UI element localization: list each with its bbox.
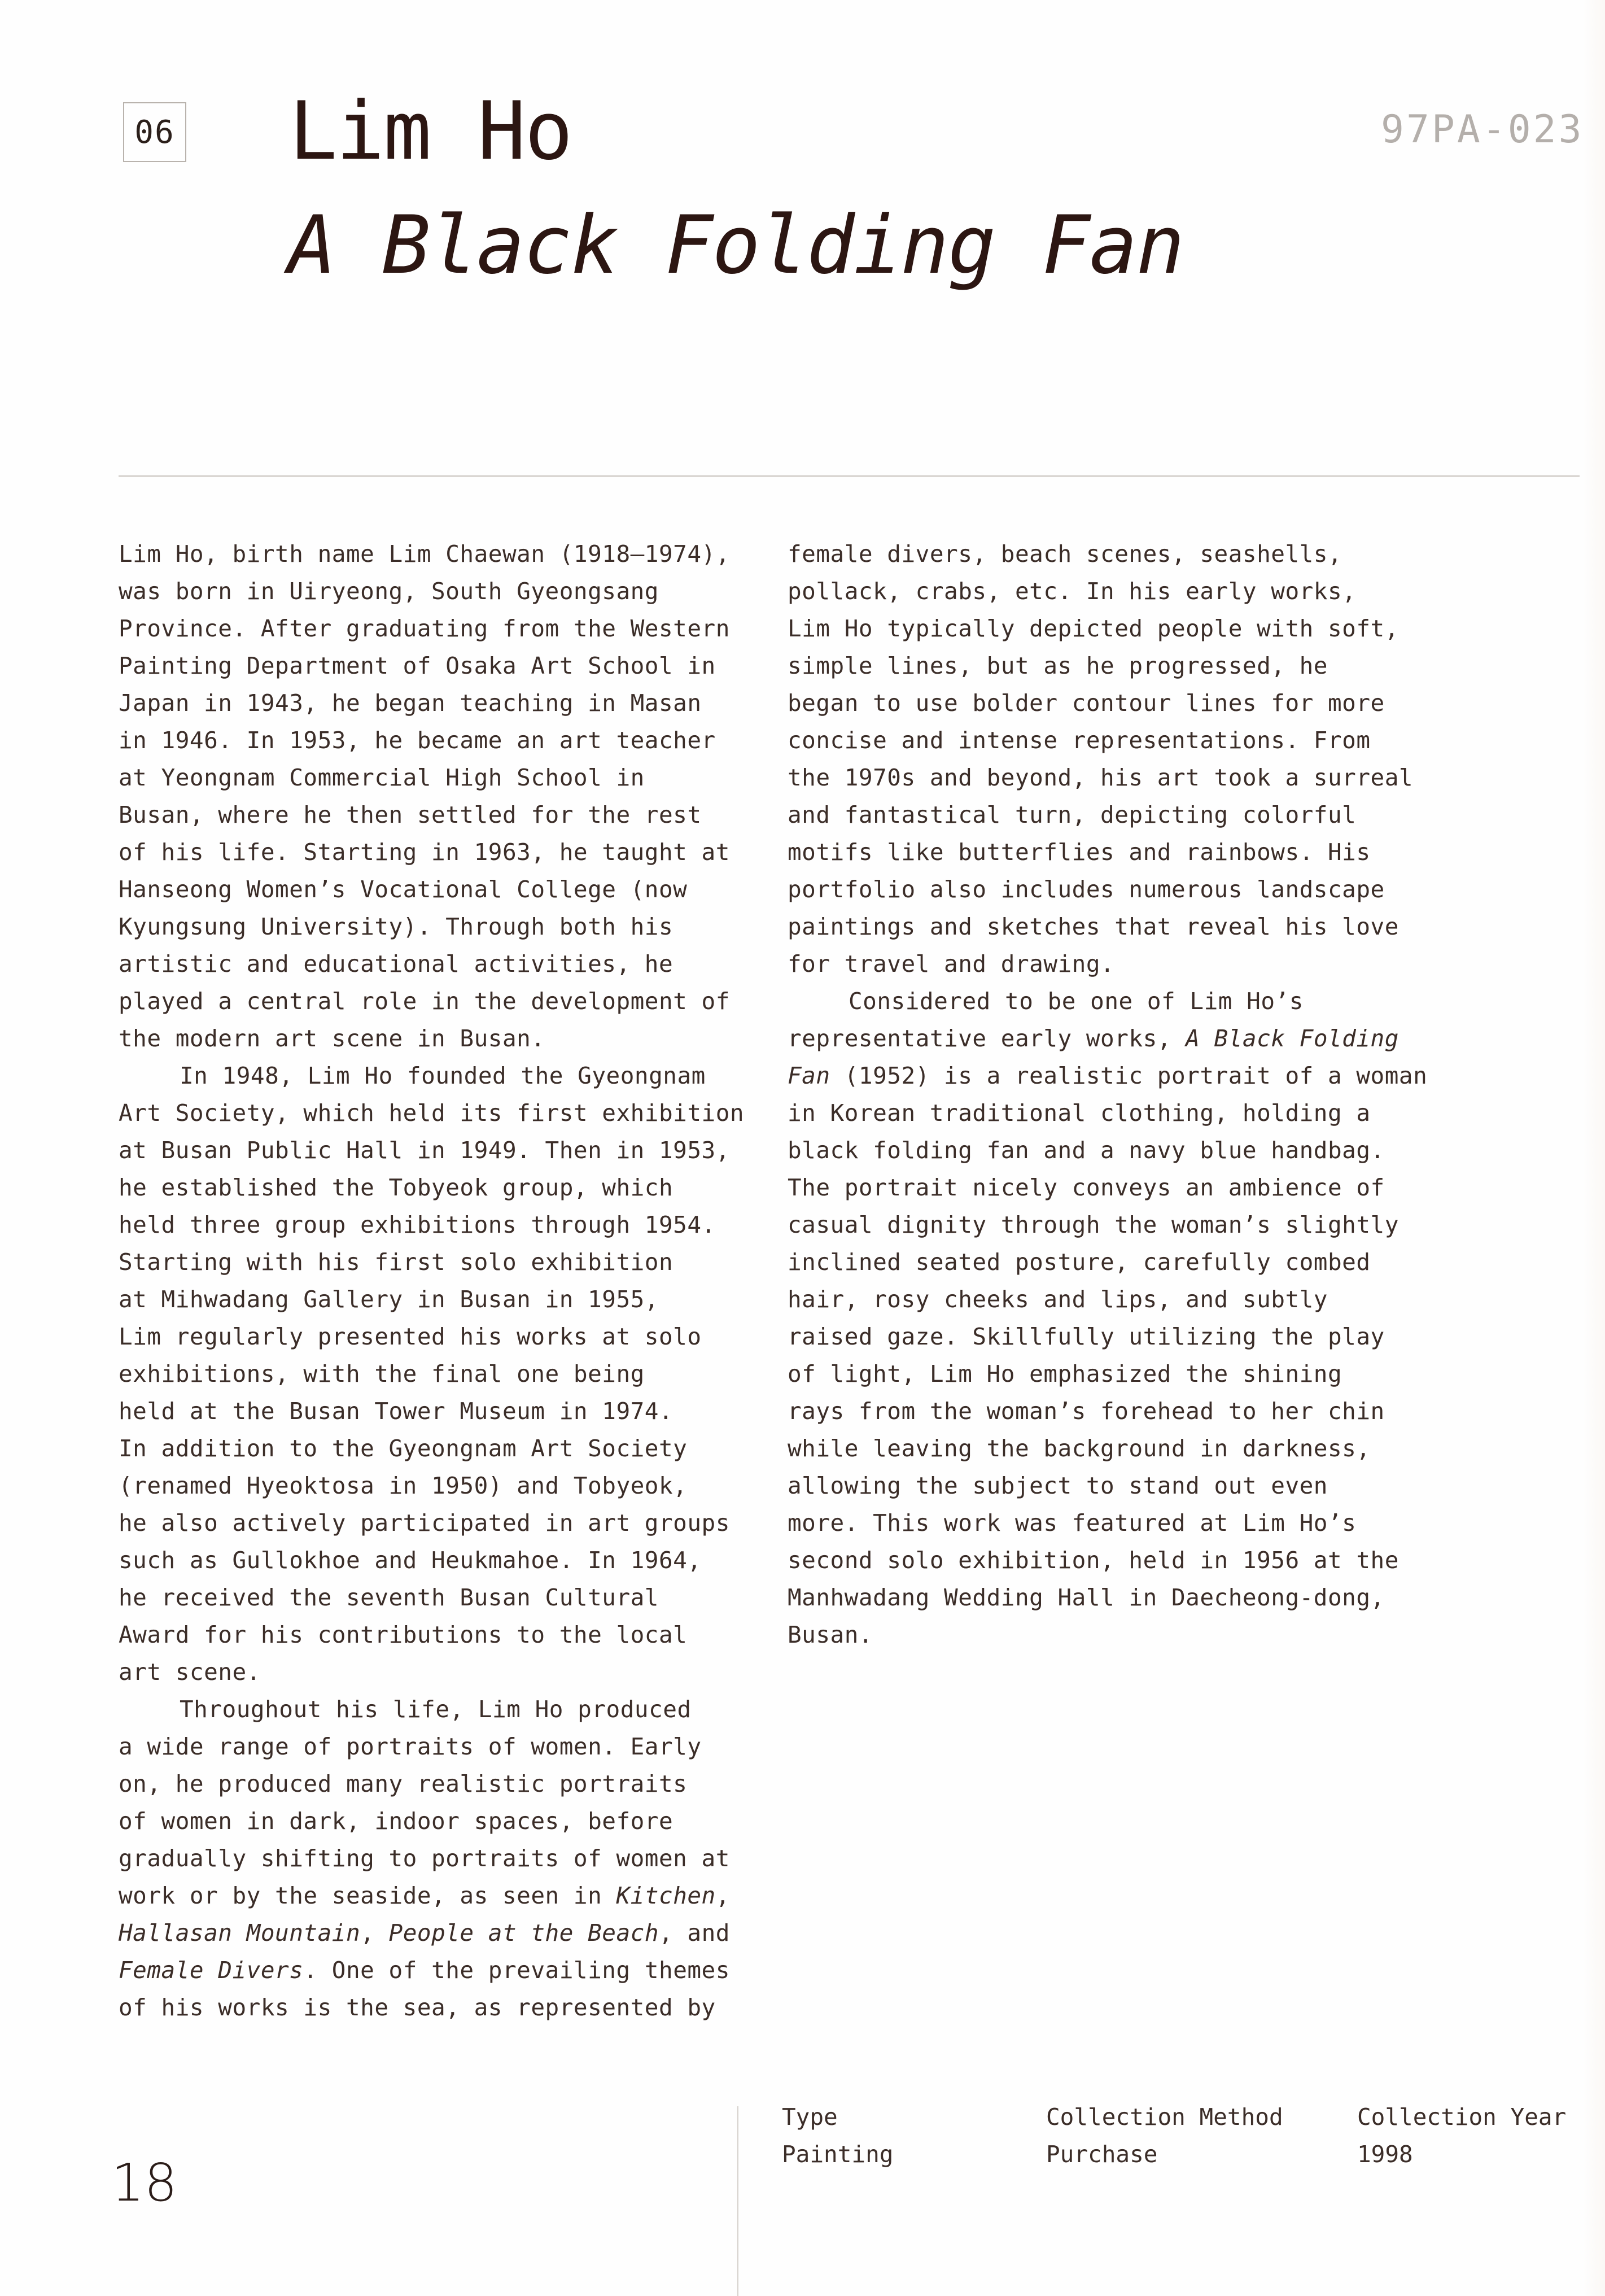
paragraph-text: female divers, beach scenes, seashells, pollack, crabs, etc. In his early works, Lim Ho typically depicted people with soft, simple lines, but as he progressed, he began to use bolder contour lines for more concise and intense representations. From the 1970s and beyond, his art took a surreal and fantastical turn, depicting colorful motifs like butterflies and rainbows. His portfolio also includes numerous landscape paintings and sketches that reveal his love for travel and drawing. [788, 540, 1414, 977]
paragraph-text: (1952) is a realistic portrait of a woman in Korean traditional clothing, holding a black folding fan and a navy blue handbag. The portrait nicely conveys an ambience of casual dignity through the woman’s slightly inclined seated posture, carefully combed hair, rosy cheeks and lips, and subtly raised gaze. Skillfully utilizing the play of light, Lim Ho emphasized the shining rays from the woman’s forehead to her chin while leaving the background in darkness, allowing the subject to stand out even more. This work was featured at Lim Ho’s second solo exhibition, held in 1956 at the Manhwadang Wedding Hall in Daecheong-dong, Busan. [788, 1062, 1428, 1648]
italic-work-title: Hallasan Mountain [119, 1919, 361, 1946]
paragraph-text: , and [659, 1919, 730, 1946]
accession-number: 97PA-023 [1381, 107, 1584, 152]
header-divider [119, 475, 1580, 477]
paragraph-text: In 1948, Lim Ho founded the Gyeongnam Art Society, which held its first exhibition at Busan Public Hall in 1949. Then in 1953, he established the Tobyeok group, which held three group exhibitions through 1954. Starting with his first solo exhibition at Mihwadang Gallery in Busan in 1955, Lim regularly presented his works at solo exhibitions, with the final one being held at the Busan Tower Museum in 1974. In addition to the Gyeongnam Art Society (renamed Hyeoktosa in 1950) and Tobyeok, he also actively participated in art groups such as Gullokhoe and Heukmahoe. In 1964, he received the seventh Busan Cultural Award for his contributions to the local art scene. [119, 1062, 745, 1686]
chapter-number-badge [123, 102, 186, 162]
italic-work-title: A Black Folding Fan [788, 1025, 1399, 1089]
metadata-value: 1998 [1357, 2141, 1413, 2168]
metadata-value: Painting [782, 2141, 894, 2168]
italic-work-title: Female Divers [119, 1957, 304, 1984]
metadata-collection-year [1357, 2098, 1566, 2173]
italic-work-title: Kitchen [616, 1882, 716, 1909]
artwork-title: A Black Folding Fan [288, 199, 1184, 292]
metadata-label: Collection Method [1046, 2103, 1283, 2131]
paragraph-text: Lim Ho, birth name Lim Chaewan (1918–1974), was born in Uiryeong, South Gyeongsang Province. After graduating from the Western Painting Department of Osaka Art School in Japan in 1943, he began teaching in Masan in 1946. In 1953, he became an art teacher at Yeongnam Commercial High School in Busan, where he then settled for the rest of his life. Starting in 1963, he taught at Hanseong Women’s Vocational College (now Kyungsung University). Through both his artistic and educational activities, he played a central role in the development of the modern art scene in Busan. [119, 540, 730, 1052]
paragraph-text: . One of the prevailing themes of his works is the sea, as represented by [119, 1957, 730, 2021]
body-paragraph [119, 1691, 756, 2026]
metadata-label: Type [782, 2103, 838, 2131]
paragraph-text: , [360, 1919, 389, 1946]
artist-name: Lim Ho [289, 85, 572, 178]
metadata-type [782, 2098, 893, 2173]
metadata-collection-method [1046, 2098, 1283, 2173]
italic-work-title: People at the Beach [388, 1919, 659, 1946]
metadata-value: Purchase [1046, 2141, 1158, 2168]
body-column-left [119, 535, 756, 2026]
paragraph-text: , [715, 1882, 730, 1909]
page-number: 18 [111, 2153, 178, 2213]
paragraph-text: Throughout his life, Lim Ho produced a wide range of portraits of women. Early on, he produced many realistic portraits of women in dark, indoor spaces, before gradually shifting to portraits of women at work or by the seaside, as seen in [119, 1696, 730, 1909]
paragraph-text: Considered to be one of Lim Ho’s representative early works, [788, 988, 1304, 1052]
metadata-divider [737, 2106, 738, 2296]
body-paragraph [788, 535, 1437, 983]
body-paragraph [119, 1057, 756, 1691]
page-edge [1582, 0, 1605, 2296]
body-paragraph [788, 983, 1437, 1653]
body-paragraph [119, 535, 756, 1057]
chapter-number: 06 [134, 114, 175, 151]
body-column-right [788, 535, 1437, 1653]
metadata-label: Collection Year [1357, 2103, 1567, 2131]
